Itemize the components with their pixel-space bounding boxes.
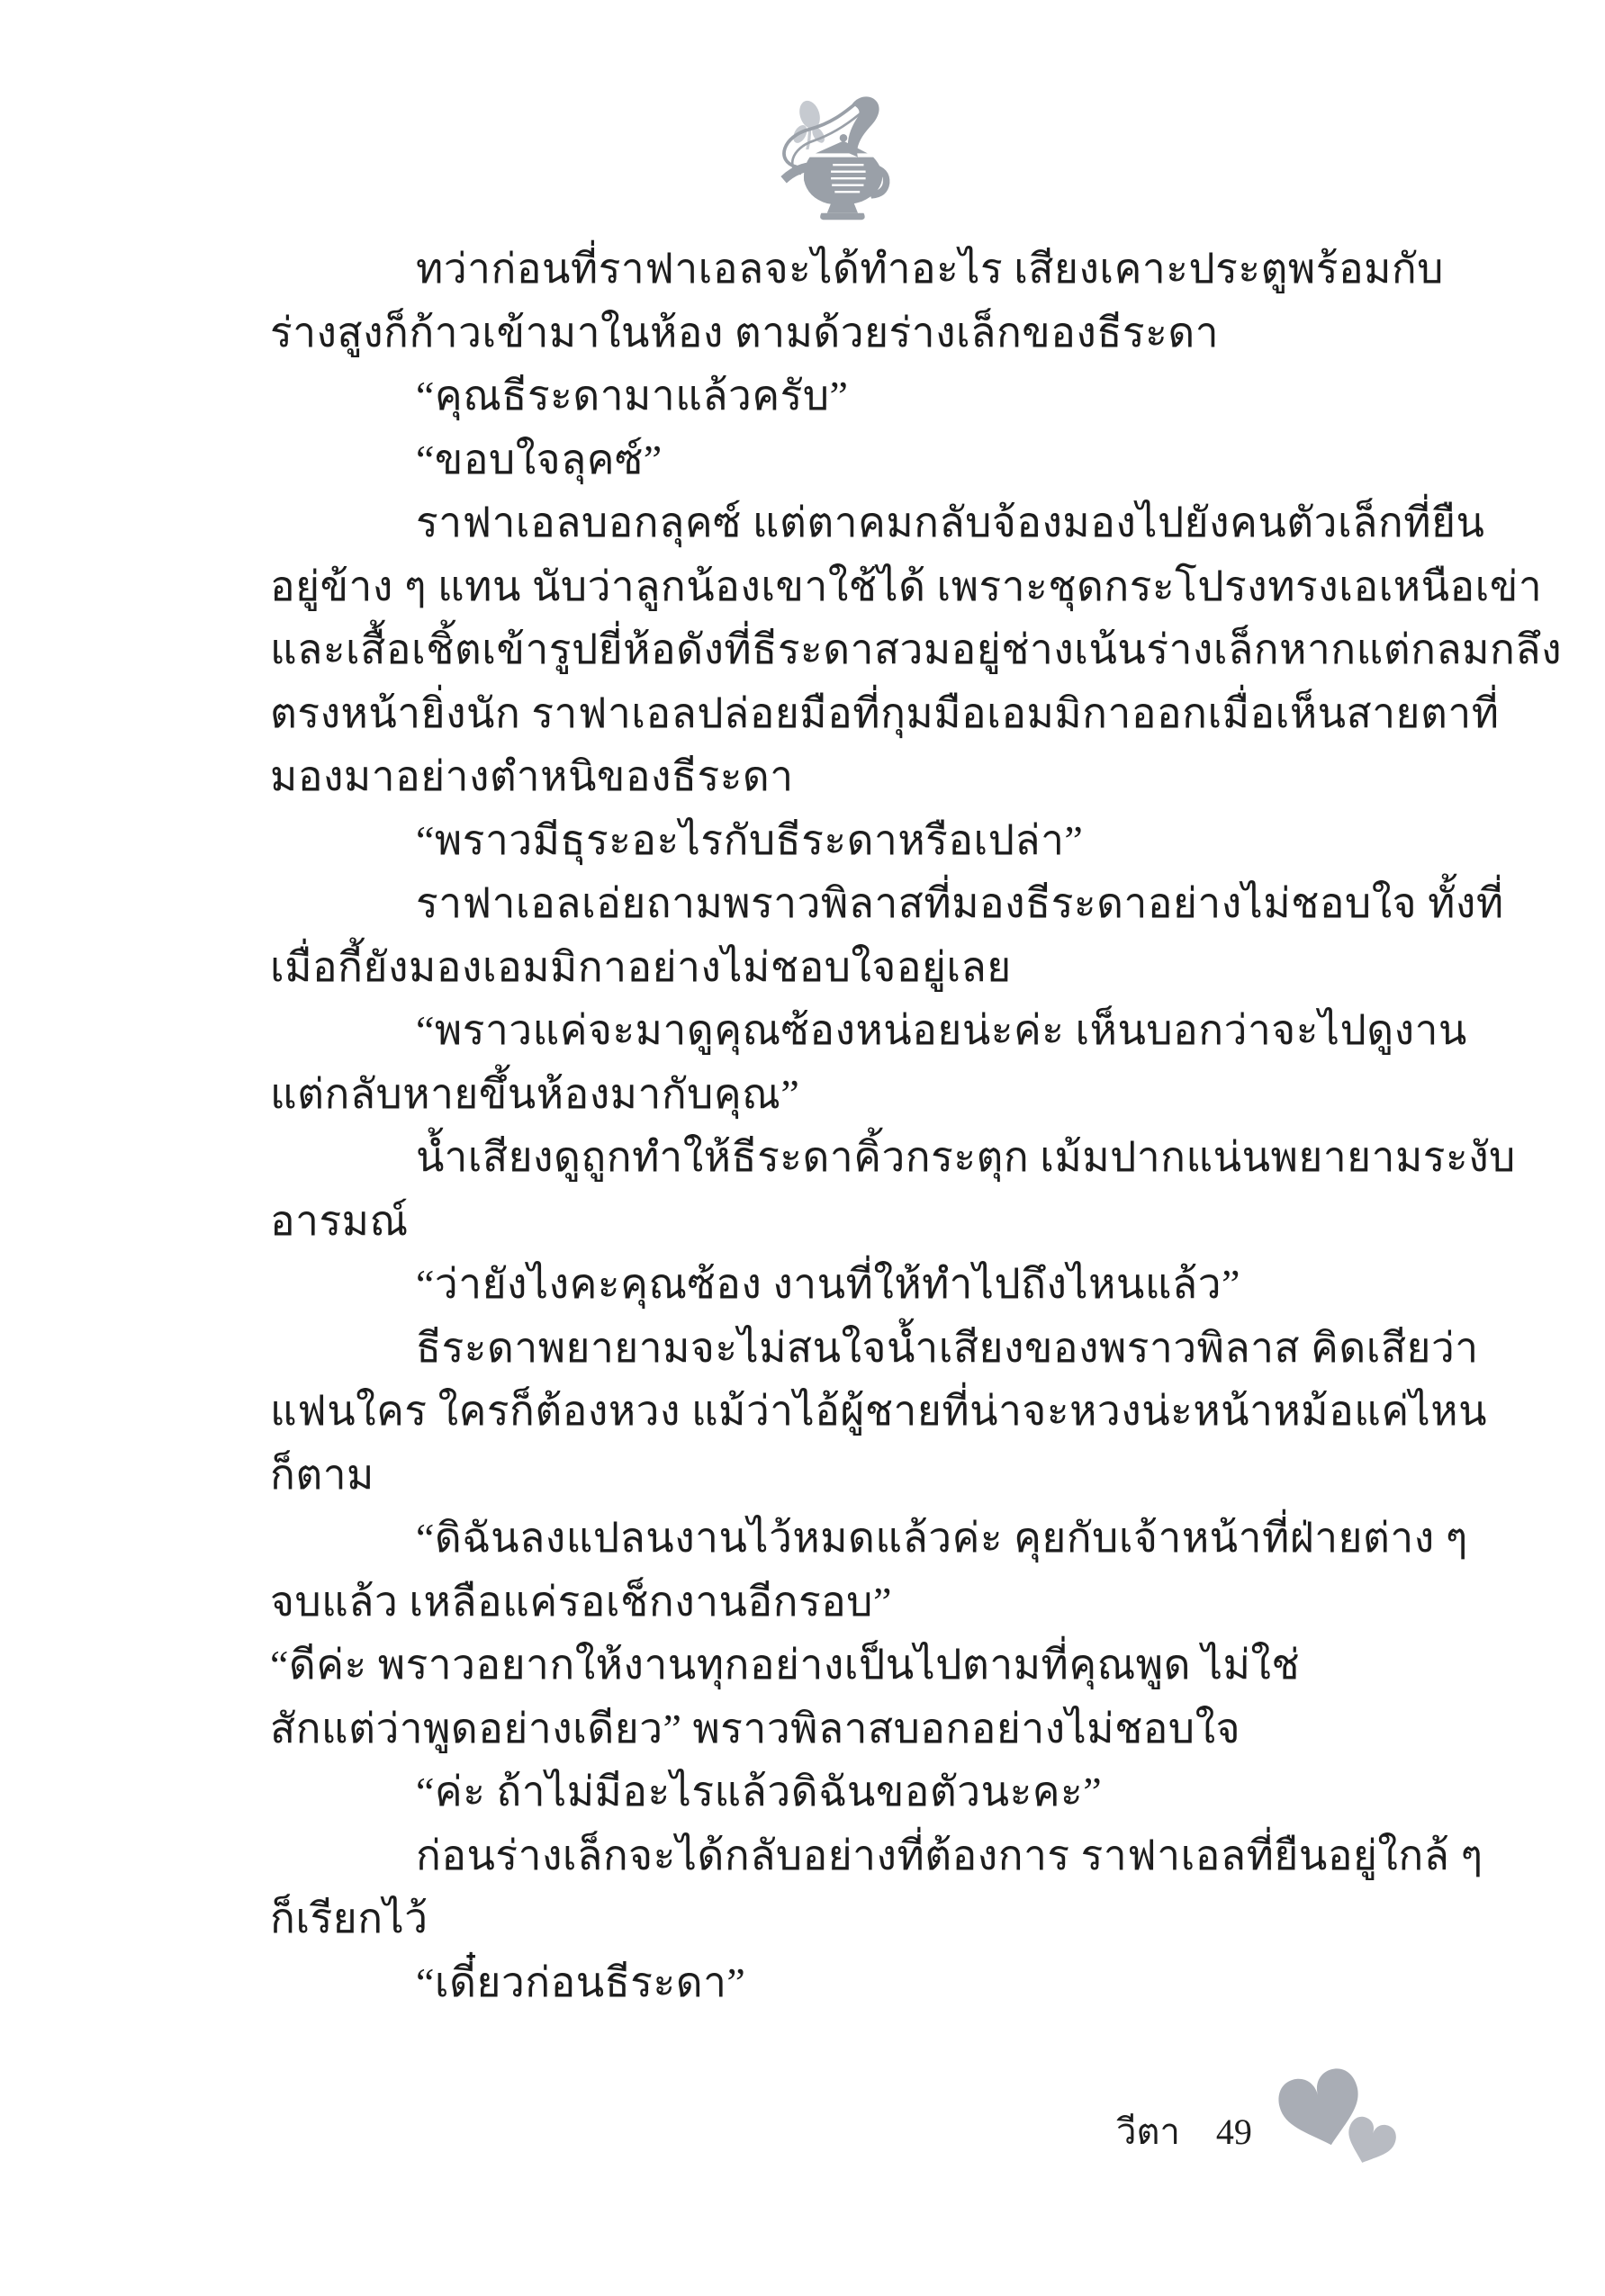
text-line: “เดี๋ยวก่อนธีระดา”: [416, 1958, 746, 2005]
text-line: ร่างสูงก็ก้าวเข้ามาในห้อง ตามด้วยร่างเล็กของธีระดา: [270, 309, 1220, 356]
text-line: “พราวแค่จะมาดูคุณซ้องหน่อยน่ะค่ะ เห็นบอกว่าจะไปดูงาน: [416, 1007, 1467, 1053]
text-line: เมื่อกี้ยังมองเอมมิกาอย่างไม่ชอบใจอยู่เลย: [270, 943, 1012, 990]
text-line: ราฟาเอลเอ่ยถามพราวพิลาสที่มองธีระดาอย่างไม่ชอบใจ ทั้งที่: [416, 880, 1504, 926]
text-line: “ว่ายังไงคะคุณซ้อง งานที่ให้ทำไปถึงไหนแล้ว”: [416, 1261, 1240, 1307]
text-line: แต่กลับหายขึ้นห้องมากับคุณ”: [270, 1070, 800, 1117]
teapot-steam-ornament-icon: [767, 94, 893, 230]
text-line: ก็ตาม: [270, 1451, 374, 1498]
teapot-body-shape: [780, 134, 889, 220]
hearts-decoration-icon: [1271, 2059, 1413, 2187]
page-footer: [1116, 2102, 1252, 2160]
text-line: “ขอบใจลุคซ์”: [416, 436, 663, 482]
text-line: จบแล้ว เหลือแค่รอเช็กงานอีกรอบ”: [270, 1578, 892, 1625]
text-line: “ดีค่ะ พราวอยากให้งานทุกอย่างเป็นไปตามที่คุณพูด ไม่ใช่: [270, 1642, 1301, 1688]
small-heart-shape: [1339, 2113, 1400, 2171]
text-line: “พราวมีธุระอะไรกับธีระดาหรือเปล่า”: [416, 816, 1084, 863]
text-line: ทว่าก่อนที่ราฟาเอลจะได้ทำอะไร เสียงเคาะประตูพร้อมกับ: [416, 246, 1444, 292]
page-number: 49: [1215, 2111, 1252, 2152]
text-line: แฟนใคร ใครก็ต้องหวง แม้ว่าไอ้ผู้ชายที่น่าจะหวงน่ะหน้าหม้อแค่ไหน: [270, 1388, 1488, 1434]
book-title: วีตา: [1116, 2111, 1180, 2152]
text-line: ธีระดาพยายามจะไม่สนใจน้ำเสียงของพราวพิลาส คิดเสียว่า: [416, 1324, 1479, 1371]
text-line: และเสื้อเชิ้ตเข้ารูปยี่ห้อดังที่ธีระดาสวมอยู่ช่างเน้นร่างเล็กหากแต่กลมกลึง: [270, 626, 1563, 672]
text-line: “คุณธีระดามาแล้วครับ”: [416, 373, 849, 419]
text-line: อารมณ์: [270, 1197, 409, 1244]
text-line: “ค่ะ ถ้าไม่มีอะไรแล้วดิฉันขอตัวนะคะ”: [416, 1769, 1103, 1814]
text-line: สักแต่ว่าพูดอย่างเดียว” พราวพิลาสบอกอย่างไม่ชอบใจ: [270, 1705, 1241, 1751]
text-line: ก็เรียกไว้: [270, 1895, 428, 1941]
text-line: น้ำเสียงดูถูกทำให้ธีระดาคิ้วกระตุก เม้มปากแน่นพยายามระงับ: [416, 1134, 1516, 1180]
page-text: [270, 238, 1563, 2014]
text-line: “ดิฉันลงแปลนงานไว้หมดแล้วค่ะ คุยกับเจ้าหน้าที่ฝ่ายต่าง ๆ: [416, 1515, 1468, 1561]
text-line: อยู่ข้าง ๆ แทน นับว่าลูกน้องเขาใช้ได้ เพราะชุดกระโปรงทรงเอเหนือเข่า: [270, 563, 1543, 609]
text-line: ราฟาเอลบอกลุคซ์ แต่ตาคมกลับจ้องมองไปยังคนตัวเล็กที่ยืน: [416, 500, 1485, 545]
text-line: มองมาอย่างตำหนิของธีระดา: [270, 753, 794, 799]
text-line: ตรงหน้ายิ่งนัก ราฟาเอลปล่อยมือที่กุมมือเอมมิกาออกเมื่อเห็นสายตาที่: [270, 689, 1500, 736]
text-line: ก่อนร่างเล็กจะได้กลับอย่างที่ต้องการ ราฟาเอลที่ยืนอยู่ใกล้ ๆ: [416, 1832, 1483, 1878]
